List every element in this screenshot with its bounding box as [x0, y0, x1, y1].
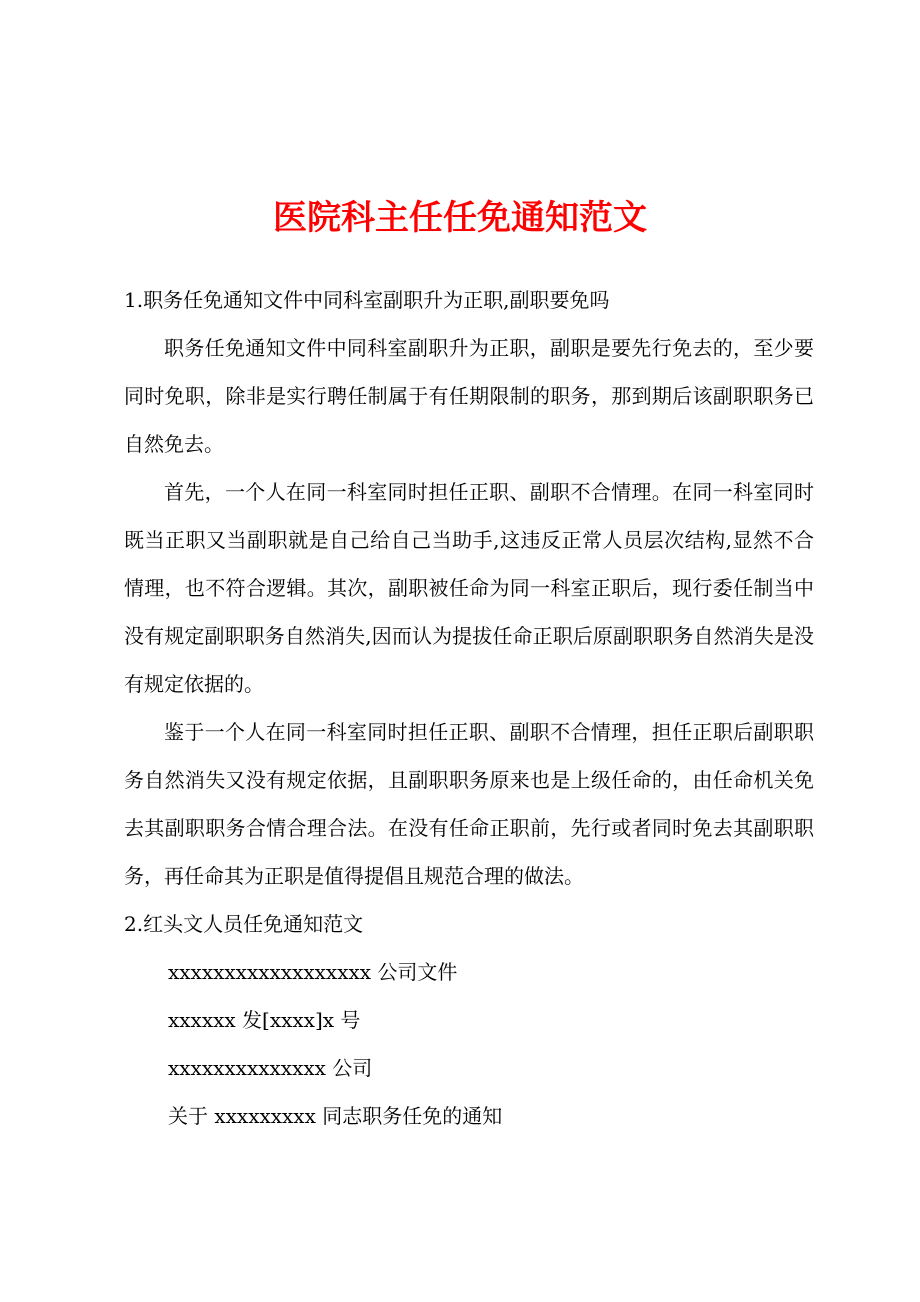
- document-body: [124, 276, 814, 1140]
- notice-subject-line: 关于 xxxxxxxxx 同志职务任免的通知: [168, 1104, 503, 1128]
- document-number-line: xxxxxx 发[xxxx]x 号: [168, 1008, 361, 1032]
- section-1-paragraph-2: 首先，一个人在同一科室同时担任正职、副职不合情理。在同一科室同时既当正职又当副职就是自己给自己当助手,这违反正常人员层次结构,显然不合情理，也不符合逻辑。其次，副职被任命为同一科室正职后，现行委任制当中没有规定副职职务自然消失,因而认为提拔任命正职后原副职职务自然消失是没有规定依据的。: [124, 480, 814, 696]
- section-1-paragraph-1: 职务任免通知文件中同科室副职升为正职，副职是要先行免去的，至少要同时免职，除非是实行聘任制属于有任期限制的职务，那到期后该副职职务已自然免去。: [124, 336, 814, 456]
- section-2-heading: 2.红头文人员任免通知范文: [124, 912, 364, 936]
- section-1-paragraph-3: 鉴于一个人在同一科室同时担任正职、副职不合情理，担任正职后副职职务自然消失又没有规定依据，且副职职务原来也是上级任命的，由任命机关免去其副职职务合情合理合法。在没有任命正职前，先行或者同时免去其副职职务，再任命其为正职是值得提倡且规范合理的做法。: [124, 720, 814, 888]
- company-name-line: xxxxxxxxxxxxxx 公司: [168, 1056, 373, 1080]
- company-document-line: xxxxxxxxxxxxxxxxxx 公司文件: [168, 960, 458, 984]
- section-1-heading: 1.职务任免通知文件中同科室副职升为正职,副职要免吗: [124, 288, 610, 312]
- document-title: 医院科主任任免通知范文: [273, 198, 647, 238]
